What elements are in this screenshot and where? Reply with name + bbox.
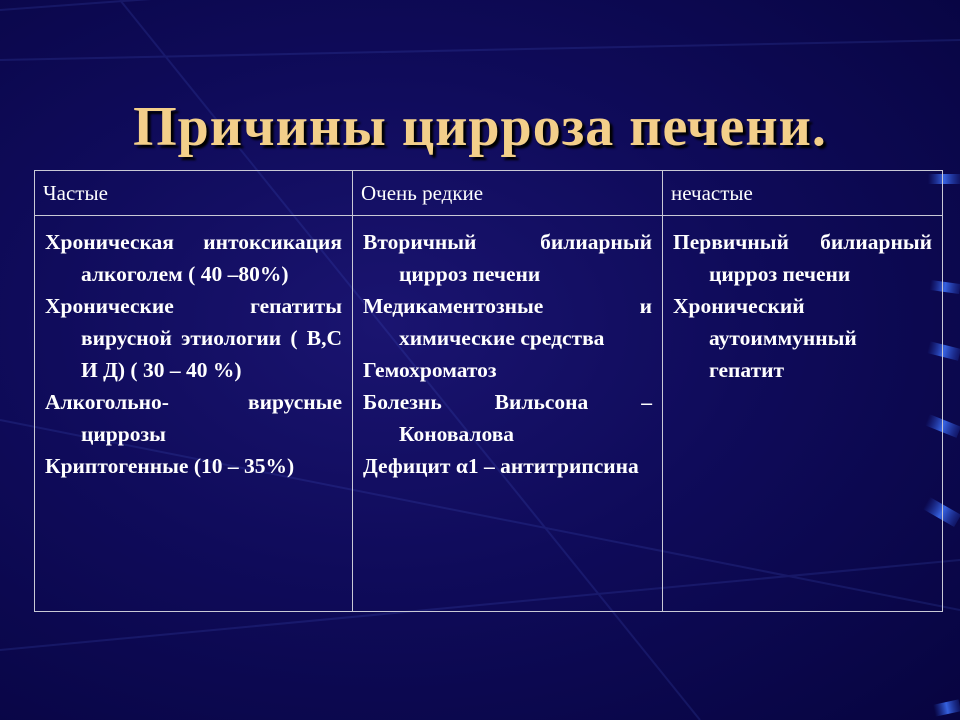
column-frequent xyxy=(35,216,353,612)
list-item: Хронические гепатиты вирусной этиологии ( В,С И Д) ( 30 – 40 %) xyxy=(45,294,342,382)
table-header-row xyxy=(35,171,943,216)
list-item: Первичный билиарный цирроз печени xyxy=(673,230,932,286)
list-item: Медикаментозные и химические средства xyxy=(363,294,652,350)
slide-title: Причины цирроза печени. xyxy=(133,96,827,158)
header-very-rare: Очень редкие xyxy=(353,171,663,216)
list-item: Вторичный билиарный цирроз печени xyxy=(363,230,652,286)
list-item: Гемохроматоз xyxy=(363,358,497,382)
header-frequent: Частые xyxy=(35,171,353,216)
list-item: Криптогенные (10 – 35%) xyxy=(45,454,295,478)
header-infrequent: нечастые xyxy=(663,171,943,216)
causes-table xyxy=(34,170,943,612)
list-item: Хроническая интоксикация алкоголем ( 40 –80%) xyxy=(45,230,342,286)
list-item: Дефицит α1 – антитрипсина xyxy=(363,454,639,478)
column-infrequent xyxy=(663,216,943,612)
list-item: Болезнь Вильсона – Коновалова xyxy=(363,390,652,446)
list-item: Хронический аутоиммунный гепатит xyxy=(673,294,857,382)
column-very-rare xyxy=(353,216,663,612)
table-row xyxy=(35,216,943,612)
list-item: Алкогольно- вирусные циррозы xyxy=(45,390,342,446)
